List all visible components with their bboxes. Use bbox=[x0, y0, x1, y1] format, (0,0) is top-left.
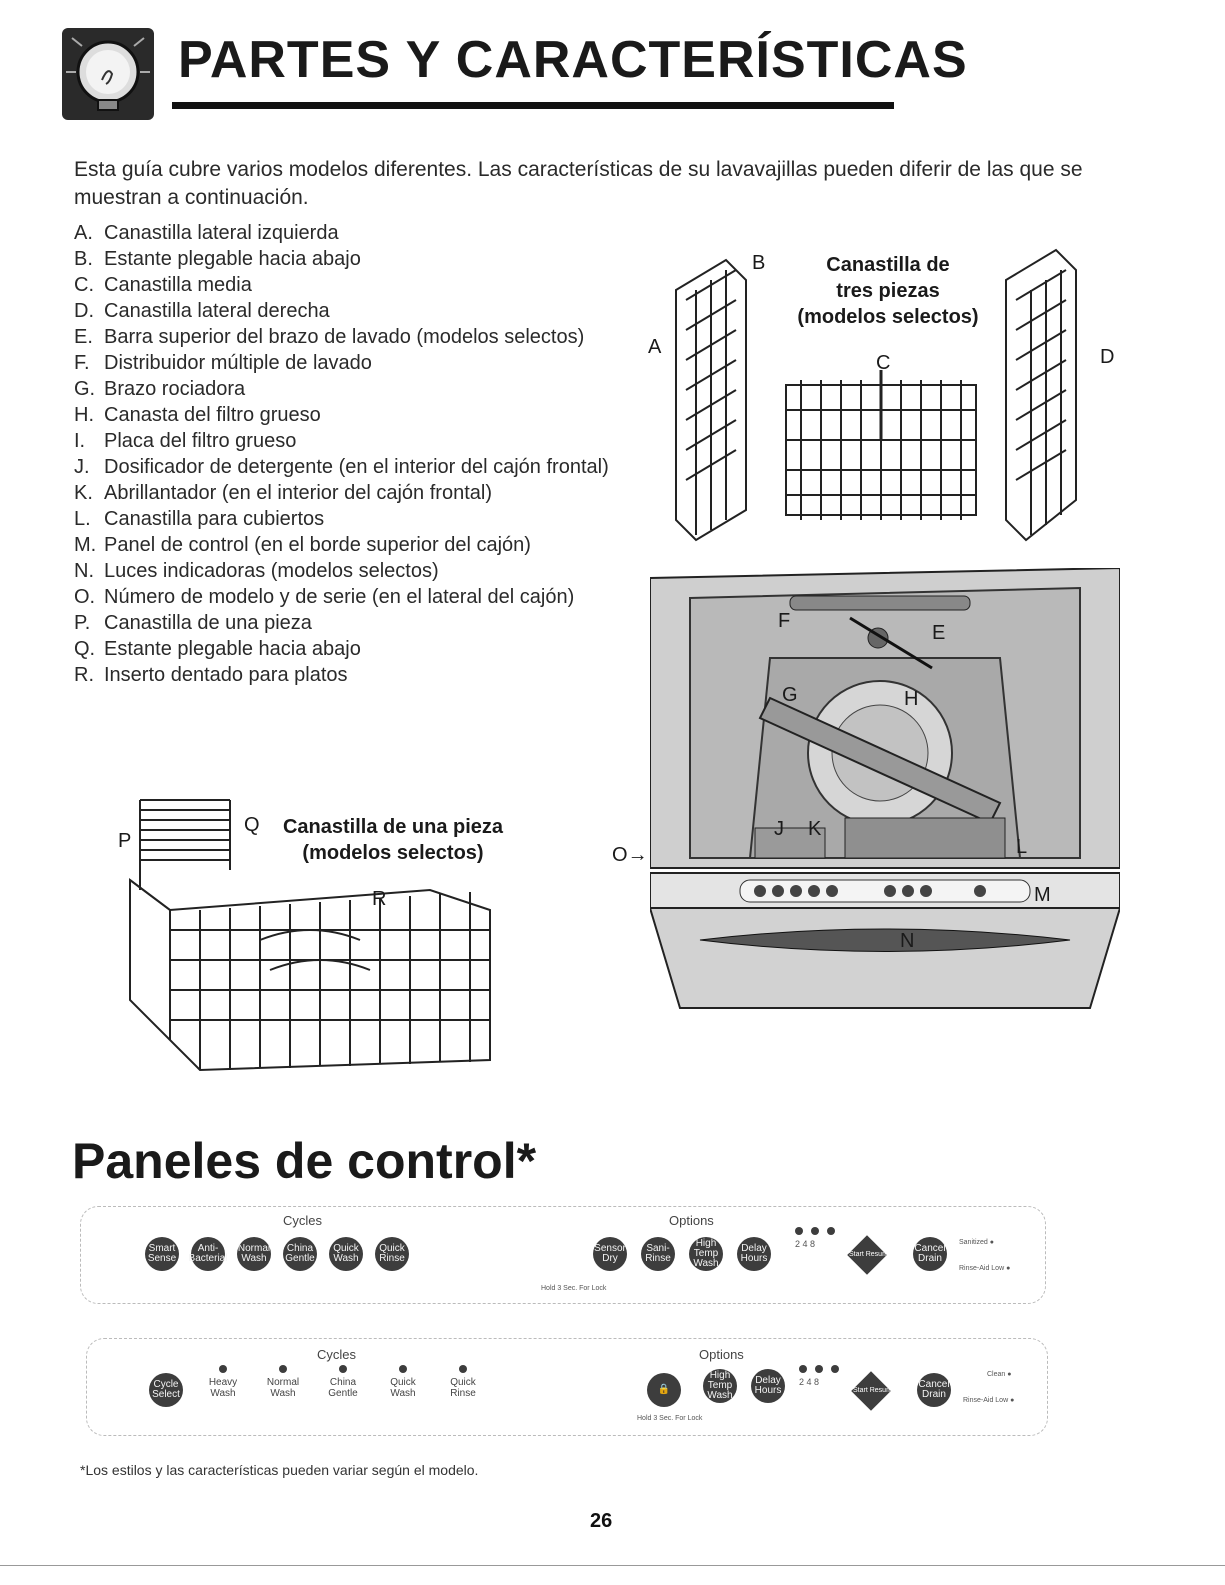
parts-list-text: Distribuidor múltiple de lavado bbox=[104, 352, 372, 374]
label-a: A bbox=[648, 336, 662, 358]
panel2-cycle-select-button[interactable]: Cycle Select bbox=[149, 1373, 183, 1407]
parts-list-key: F. bbox=[74, 352, 90, 374]
panel2-cycles-label: Cycles bbox=[317, 1347, 357, 1362]
label-j: J bbox=[774, 818, 784, 840]
control-panel-1 bbox=[80, 1206, 1046, 1304]
panel2-lock-button[interactable] bbox=[647, 1373, 681, 1407]
panel1-cancel-button[interactable]: Cancel Drain bbox=[913, 1237, 947, 1271]
parts-list-key: A. bbox=[74, 222, 93, 244]
clean-label: Clean bbox=[987, 1371, 1006, 1378]
cycle-led bbox=[219, 1365, 227, 1373]
delay-led-4 bbox=[815, 1365, 823, 1373]
delay-led-4 bbox=[811, 1227, 819, 1235]
label-d: D bbox=[1100, 346, 1115, 368]
parts-list-item bbox=[74, 506, 634, 532]
panel2-options-label: Options bbox=[699, 1347, 744, 1362]
panel1-options-label: Options bbox=[669, 1213, 714, 1228]
parts-list-text: Placa del filtro grueso bbox=[104, 430, 297, 452]
parts-list-key: N. bbox=[74, 560, 94, 582]
label-e: E bbox=[932, 622, 946, 644]
cycle-label: Quick Wash bbox=[390, 1377, 416, 1399]
parts-list-key: P. bbox=[74, 612, 91, 634]
parts-list-key: Q. bbox=[74, 638, 96, 660]
parts-list-item bbox=[74, 662, 634, 688]
panel1-indicator-rinse-aid: Rinse-Aid Low ● bbox=[959, 1265, 1011, 1272]
control-panel-2 bbox=[86, 1338, 1048, 1436]
parts-list-key: L. bbox=[74, 508, 91, 530]
label-l: L bbox=[1016, 836, 1028, 858]
label-n: N bbox=[900, 930, 915, 952]
parts-list-key: C. bbox=[74, 274, 94, 296]
panel2-cycle-indicator bbox=[437, 1365, 489, 1399]
parts-list-key: D. bbox=[74, 300, 94, 322]
title-underline bbox=[172, 102, 894, 109]
cycle-led bbox=[399, 1365, 407, 1373]
parts-list-item bbox=[74, 324, 634, 350]
panel2-option-button[interactable]: Delay Hours bbox=[751, 1369, 785, 1403]
label-k: K bbox=[808, 818, 822, 840]
panel1-hold-lock: Hold 3 Sec. For Lock bbox=[541, 1285, 607, 1292]
panel1-cycle-button[interactable]: Anti-Bacterial bbox=[191, 1237, 225, 1271]
parts-list-text: Brazo rociadora bbox=[104, 378, 246, 400]
label-m: M bbox=[1034, 884, 1051, 906]
parts-list-key: E. bbox=[74, 326, 93, 348]
parts-list-item bbox=[74, 480, 634, 506]
parts-list-item bbox=[74, 636, 634, 662]
parts-list-item bbox=[74, 402, 634, 428]
parts-list-text: Canastilla para cubiertos bbox=[104, 508, 325, 530]
panel1-cycle-buttons bbox=[145, 1237, 409, 1271]
parts-list-item bbox=[74, 532, 634, 558]
panel1-delay-values: 2 4 8 bbox=[795, 1239, 816, 1249]
delay-led-8 bbox=[827, 1227, 835, 1235]
three-piece-caption bbox=[786, 252, 990, 330]
panel2-hold-lock: Hold 3 Sec. For Lock bbox=[637, 1415, 703, 1422]
parts-list-text: Número de modelo y de serie (en el lateral del cajón) bbox=[104, 586, 575, 608]
parts-list-item bbox=[74, 272, 634, 298]
delay-led-2 bbox=[795, 1227, 803, 1235]
lock-icon: 🔒 bbox=[657, 1384, 671, 1395]
parts-list-text: Luces indicadoras (modelos selectos) bbox=[104, 560, 439, 582]
cycle-led bbox=[339, 1365, 347, 1373]
panel1-cycle-button[interactable]: Quick Wash bbox=[329, 1237, 363, 1271]
parts-list-text: Estante plegable hacia abajo bbox=[104, 248, 361, 270]
parts-list-item bbox=[74, 220, 634, 246]
cycle-label: Quick Rinse bbox=[450, 1377, 476, 1399]
cycle-label: Normal Wash bbox=[266, 1377, 300, 1399]
three-piece-caption-line2: tres piezas bbox=[836, 280, 940, 302]
parts-list-key: B. bbox=[74, 248, 93, 270]
parts-list-text: Canasta del filtro grueso bbox=[104, 404, 321, 426]
parts-list-text: Inserto dentado para platos bbox=[104, 664, 348, 686]
control-panels-heading: Paneles de control* bbox=[72, 1133, 537, 1189]
label-o: O→ bbox=[612, 844, 648, 866]
panel1-start-button[interactable] bbox=[849, 1241, 892, 1269]
parts-list-text: Canastilla de una pieza bbox=[104, 612, 312, 634]
panel1-option-button[interactable]: Sensor Dry bbox=[593, 1237, 627, 1271]
parts-list-key: O. bbox=[74, 586, 96, 608]
panel2-option-buttons bbox=[703, 1369, 785, 1403]
parts-list-item bbox=[74, 376, 634, 402]
sanitized-label: Sanitized bbox=[959, 1239, 988, 1246]
drawer-illustration bbox=[650, 568, 1120, 1018]
parts-list-item bbox=[74, 454, 634, 480]
rinse-aid-label-2: Rinse-Aid Low bbox=[963, 1397, 1009, 1404]
panel2-cycle-indicators bbox=[197, 1365, 489, 1399]
panel2-delay-leds bbox=[799, 1365, 839, 1373]
parts-list-key: R. bbox=[74, 664, 94, 686]
intro-paragraph: Esta guía cubre varios modelos diferentes. Las características de su lavavajillas pueden diferir de las que se muestran a continuación. bbox=[74, 158, 1083, 209]
panel1-option-button[interactable]: Delay Hours bbox=[737, 1237, 771, 1271]
cycle-led bbox=[459, 1365, 467, 1373]
parts-list-key: H. bbox=[74, 404, 94, 426]
parts-list-text: Canastilla lateral derecha bbox=[104, 300, 330, 322]
panel1-option-button[interactable]: High Temp Wash bbox=[689, 1237, 723, 1271]
cycle-label: Heavy Wash bbox=[208, 1377, 238, 1399]
parts-list-key: K. bbox=[74, 482, 93, 504]
parts-list-item bbox=[74, 298, 634, 324]
one-piece-caption bbox=[270, 814, 516, 866]
parts-list-item bbox=[74, 246, 634, 272]
label-f: F bbox=[778, 610, 791, 632]
panel1-indicator-sanitized: Sanitized ● bbox=[959, 1239, 994, 1246]
parts-list-text: Abrillantador (en el interior del cajón frontal) bbox=[104, 482, 492, 504]
panel1-start-label: Start Resume bbox=[849, 1251, 892, 1258]
panel2-cycle-indicator bbox=[377, 1365, 429, 1399]
panel1-cycle-button[interactable]: Smart Sense bbox=[145, 1237, 179, 1271]
rinse-aid-label-1: Rinse-Aid Low bbox=[959, 1265, 1005, 1272]
delay-led-2 bbox=[799, 1365, 807, 1373]
parts-list-key: J. bbox=[74, 456, 90, 478]
panel2-start-label: Start Resume bbox=[853, 1387, 896, 1394]
panel2-option-button[interactable]: High Temp Wash bbox=[703, 1369, 737, 1403]
page-number: 26 bbox=[590, 1510, 613, 1532]
panel1-option-button[interactable]: Sani-Rinse bbox=[641, 1237, 675, 1271]
label-b: B bbox=[752, 252, 766, 274]
cycle-led bbox=[279, 1365, 287, 1373]
parts-list-text: Estante plegable hacia abajo bbox=[104, 638, 361, 660]
one-piece-caption-line1: Canastilla de una pieza bbox=[282, 816, 504, 838]
parts-list-item bbox=[74, 610, 634, 636]
parts-list-text: Dosificador de detergente (en el interior del cajón frontal) bbox=[104, 456, 609, 478]
parts-list-text: Barra superior del brazo de lavado (modelos selectos) bbox=[104, 326, 585, 348]
lightbulb-logo-icon bbox=[62, 28, 154, 120]
bottom-rule bbox=[0, 1565, 1225, 1566]
panel2-cycle-indicator bbox=[257, 1365, 309, 1399]
dishwasher-drawer-figure bbox=[650, 568, 1120, 1018]
parts-list-item bbox=[74, 584, 634, 610]
parts-list-key: G. bbox=[74, 378, 96, 400]
page-title: PARTES Y CARACTERÍSTICAS bbox=[178, 31, 968, 89]
panel2-cycle-indicator bbox=[197, 1365, 249, 1399]
parts-list-text: Canastilla lateral izquierda bbox=[104, 222, 339, 244]
parts-list-item bbox=[74, 350, 634, 376]
label-q: Q bbox=[244, 814, 260, 836]
panel2-indicator-clean: Clean ● bbox=[987, 1371, 1012, 1378]
parts-list bbox=[74, 220, 634, 688]
parts-list-item bbox=[74, 558, 634, 584]
panel1-cycle-button[interactable]: Normal Wash bbox=[237, 1237, 271, 1271]
panel1-option-buttons bbox=[593, 1237, 771, 1271]
parts-list-text: Canastilla media bbox=[104, 274, 252, 296]
parts-list-text: Panel de control (en el borde superior del cajón) bbox=[104, 534, 531, 556]
one-piece-caption-line2: (modelos selectos) bbox=[302, 842, 484, 864]
panel2-delay-values: 2 4 8 bbox=[799, 1377, 820, 1387]
parts-list-key: M. bbox=[74, 534, 97, 556]
label-h: H bbox=[904, 688, 919, 710]
panel2-indicator-rinse-aid: Rinse-Aid Low ● bbox=[963, 1397, 1015, 1404]
panel1-cycles-label: Cycles bbox=[283, 1213, 323, 1228]
panel2-cancel-button[interactable]: Cancel Drain bbox=[917, 1373, 951, 1407]
three-piece-caption-line1: Canastilla de bbox=[826, 254, 950, 276]
parts-list-item bbox=[74, 428, 634, 454]
cycle-label: China Gentle bbox=[328, 1377, 358, 1399]
panel1-cycle-button[interactable]: China Gentle bbox=[283, 1237, 317, 1271]
panel2-start-button[interactable] bbox=[853, 1377, 896, 1405]
label-r: R bbox=[372, 888, 387, 910]
label-o-letter: O bbox=[612, 844, 628, 866]
panel2-cycle-indicator bbox=[317, 1365, 369, 1399]
panel1-delay-leds bbox=[795, 1227, 835, 1235]
footnote: *Los estilos y las características pueden variar según el modelo. bbox=[80, 1462, 479, 1478]
three-piece-caption-line3: (modelos selectos) bbox=[797, 306, 979, 328]
parts-list-key: I. bbox=[74, 430, 86, 452]
label-c: C bbox=[876, 352, 891, 374]
delay-led-8 bbox=[831, 1365, 839, 1373]
label-p: P bbox=[118, 830, 132, 852]
panel1-cycle-button[interactable]: Quick Rinse bbox=[375, 1237, 409, 1271]
label-g: G bbox=[782, 684, 798, 706]
